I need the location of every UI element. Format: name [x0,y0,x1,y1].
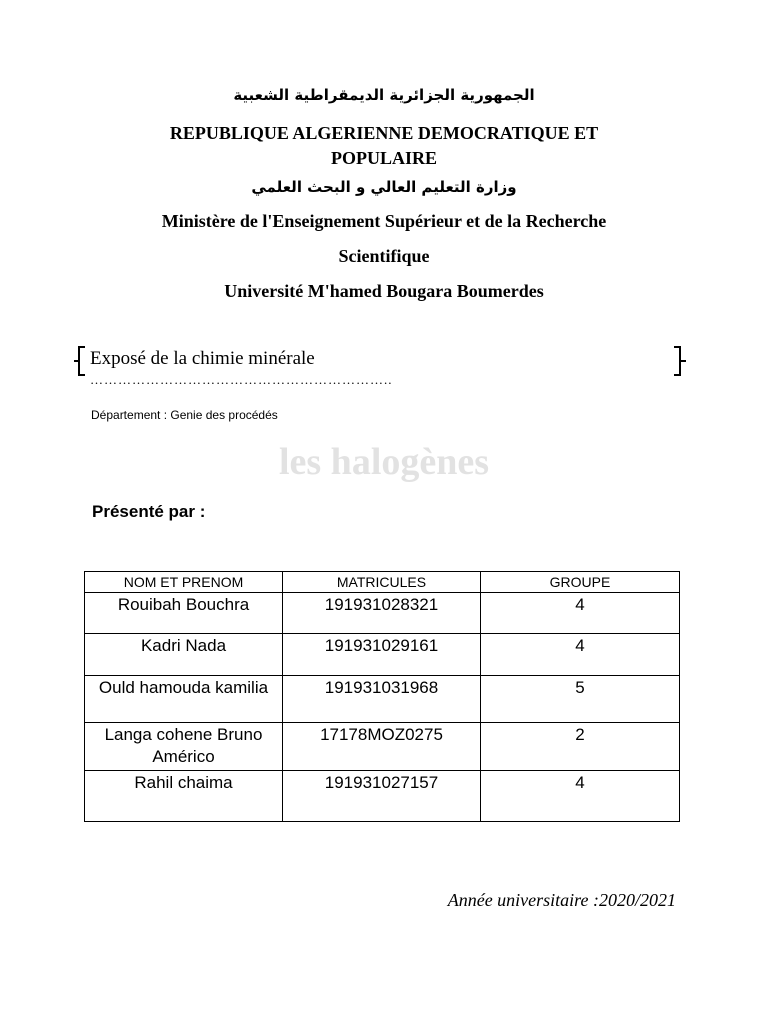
table-header-row [85,572,680,593]
topic-watermark: les halogènes [278,441,490,483]
french-ministry-title-line1: Ministère de l'Enseignement Supérieur et de la Recherche [161,211,607,231]
table-row [85,593,680,634]
table-row [85,723,680,771]
presented-by-label: Présenté par : [92,502,206,521]
student-name: Kadri Nada [85,634,283,676]
student-matricule: 191931027157 [283,771,481,822]
student-name: Langa cohene Bruno Américo [85,723,283,771]
table-row [85,634,680,676]
students-table [84,571,680,822]
arabic-republic-title: الجمهورية الجزائرية الديمقراطية الشعبية [233,86,535,104]
student-name: Rouibah Bouchra [85,593,283,634]
arabic-ministry-title: وزارة التعليم العالي و البحث العلمي [251,178,517,196]
student-matricule: 17178MOZ0275 [283,723,481,771]
student-matricule: 191931028321 [283,593,481,634]
expose-title: Exposé de la chimie minérale [90,348,315,369]
student-groupe: 4 [481,771,680,822]
dotted-line: ……………………………………………………….. [90,372,393,387]
column-header-name: NOM ET PRENOM [85,572,283,593]
student-groupe: 5 [481,676,680,723]
table-row [85,771,680,822]
student-matricule: 191931031968 [283,676,481,723]
table-row [85,676,680,723]
department-label: Département : Genie des procédés [91,408,278,422]
student-groupe: 4 [481,634,680,676]
right-bracket-decoration [674,346,681,376]
student-matricule: 191931029161 [283,634,481,676]
student-name: Rahil chaima [85,771,283,822]
student-groupe: 4 [481,593,680,634]
column-header-matricule: MATRICULES [283,572,481,593]
french-republic-title: REPUBLIQUE ALGERIENNE DEMOCRATIQUE ET POPULAIRE [169,123,599,168]
column-header-groupe: GROUPE [481,572,680,593]
student-groupe: 2 [481,723,680,771]
university-name: Université M'hamed Bougara Boumerdes [224,281,544,301]
french-ministry-title-line2: Scientifique [338,246,430,266]
academic-year: Année universitaire :2020/2021 [447,890,676,910]
student-name: Ould hamouda kamilia [85,676,283,723]
left-bracket-decoration [78,346,85,376]
